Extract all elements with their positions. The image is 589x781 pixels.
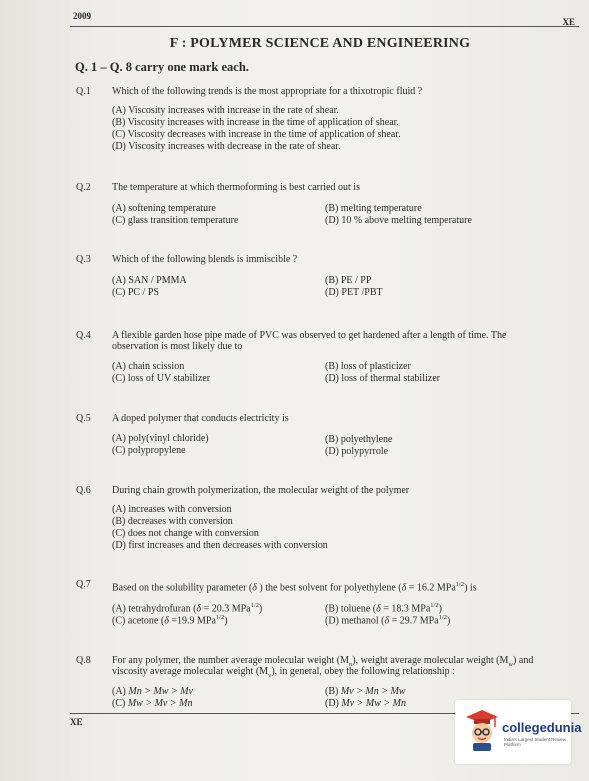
question-text: The temperature at which thermoforming is best carried out is: [112, 182, 360, 193]
graduate-face-icon: [465, 708, 499, 752]
option-a: (A) SAN / PMMA: [112, 275, 187, 286]
header-paper-code: XE: [562, 17, 575, 27]
option-b: (B) PE / PP: [325, 275, 372, 286]
option-d: (D) PET /PBT: [325, 287, 383, 298]
option-c: (C) does not change with conversion: [112, 528, 259, 539]
option-c: (C) PC / PS: [112, 287, 159, 298]
option-c: (C) acetone (δ =19.9 MPa$^{1/2}$): [112, 614, 228, 627]
option-d: (D) loss of thermal stabilizer: [325, 373, 440, 384]
question-number: Q.8: [76, 655, 91, 666]
option-a: (A) softening temperature: [112, 203, 216, 214]
question-number: Q.5: [76, 413, 91, 424]
question-text: Based on the solubility parameter (δ ) the best solvent for polyethylene (δ = 16.2 MPa$^{1/2}$) is: [112, 581, 477, 594]
question-number: Q.1: [76, 86, 91, 97]
option-b: (B) melting temperature: [325, 203, 422, 214]
header-year: 2009: [73, 11, 91, 21]
collegedunia-watermark: [455, 700, 582, 764]
option-d: (D) Viscosity increases with decrease in the rate of shear.: [112, 141, 341, 152]
option-a: (A) chain scission: [112, 361, 185, 372]
question-text-line-2: viscosity average molecular weight $(M_v)$, in general, obey the following relationship :: [112, 666, 455, 679]
option-d: (D) 10 % above melting temperature: [325, 215, 472, 226]
header-divider: [70, 26, 579, 27]
question-text-line-2: observation is most likely due to: [112, 341, 243, 352]
question-text-line-1: For any polymer, the number average molecular weight $(M_n)$, weight average molecular weight $(M_w)$ and: [112, 655, 534, 668]
option-d: (D) Mv > Mw > Mn: [325, 698, 406, 709]
question-number: Q.3: [76, 254, 91, 265]
question-text-line-1: A flexible garden hose pipe made of PVC was observed to get hardened after a length of time. The: [112, 330, 507, 341]
option-b: (B) Mv > Mn > Mw: [325, 686, 406, 697]
option-b: (B) polyethylene: [325, 434, 393, 445]
question-number: Q.7: [76, 579, 91, 590]
option-a: (A) poly(vinyl chloride): [112, 433, 209, 444]
option-d: (D) first increases and then decreases with conversion: [112, 540, 328, 551]
option-a: (A) tetrahydrofuran (δ = 20.3 MPa$^{1/2}$): [112, 602, 263, 615]
question-number: Q.4: [76, 330, 91, 341]
option-b: (B) loss of plasticizer: [325, 361, 411, 372]
footer-paper-code: XE: [70, 717, 83, 727]
question-number: Q.2: [76, 182, 91, 193]
option-a: (A) Viscosity increases with increase in the rate of shear.: [112, 105, 339, 116]
option-c: (C) Viscosity decreases with increase in the time of application of shear.: [112, 129, 401, 140]
watermark-tagline: India's Largest Student Review Platform: [504, 737, 566, 747]
option-c: (C) Mw > Mv > Mn: [112, 698, 193, 709]
question-text: A doped polymer that conducts electricity is: [112, 413, 289, 424]
option-c: (C) polypropylene: [112, 445, 186, 456]
question-text: Which of the following trends is the most appropriate for a thixotropic fluid ?: [112, 86, 423, 97]
section-heading: Q. 1 – Q. 8 carry one mark each.: [75, 60, 249, 74]
question-number: Q.6: [76, 485, 91, 496]
option-c: (C) glass transition temperature: [112, 215, 239, 226]
watermark-brand: collegedunia: [502, 720, 582, 735]
option-b: (B) toluene (δ = 18.3 MPa$^{1/2}$): [325, 602, 442, 615]
option-a: (A) Mn > Mw > Mv: [112, 686, 193, 697]
question-text: During chain growth polymerization, the molecular weight of the polymer: [112, 485, 410, 496]
question-text: Which of the following blends is immiscible ?: [112, 254, 298, 265]
option-c: (C) loss of UV stabilizer: [112, 373, 211, 384]
option-b: (B) decreases with conversion: [112, 516, 233, 527]
paper-title: F : POLYMER SCIENCE AND ENGINEERING: [169, 36, 471, 51]
option-d: (D) methanol (δ = 29.7 MPa$^{1/2}$): [325, 614, 451, 627]
option-a: (A) increases with conversion: [112, 504, 232, 515]
option-b: (B) Viscosity increases with increase in the time of application of shear.: [112, 117, 399, 128]
option-d: (D) polypyrrole: [325, 446, 389, 457]
